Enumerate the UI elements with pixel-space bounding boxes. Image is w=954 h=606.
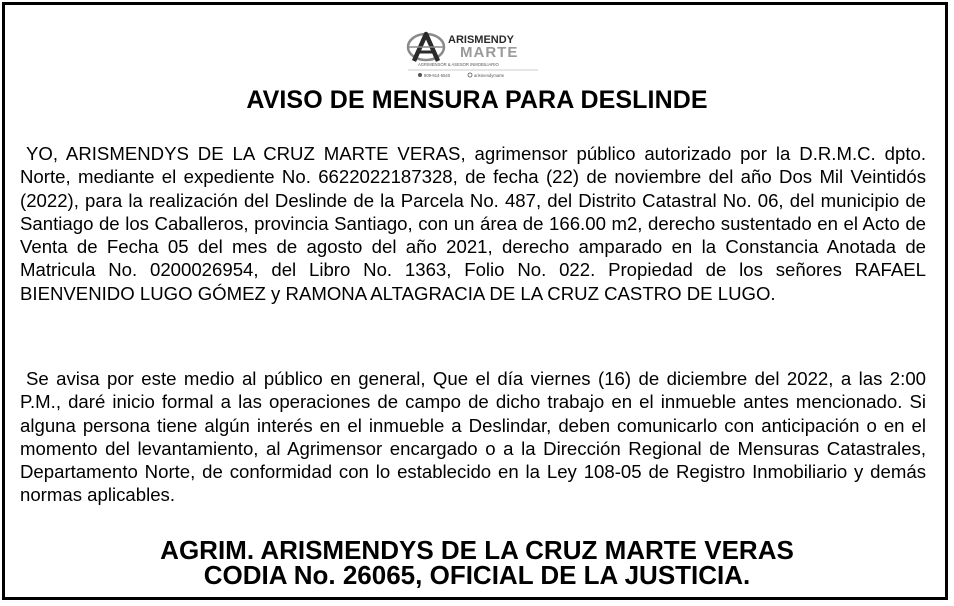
notice-paragraph-1: YO, ARISMENDYS DE LA CRUZ MARTE VERAS, agrimensor público autorizado por la D.R.M.C. dpto. Norte, mediante el expediente No. 6622022187328, de fecha (22) de noviembre del año Dos Mil Veintidós (2022), para la realización del Deslinde de la Parcela No. 487, del Distrito Catastral No. 06, del municipio de Santiago de los Caballeros, provincia Santiago, con un área de 166.00 m2, derecho sustentado en el Acto de Venta de Fecha 05 del mes de agosto del año 2021, derecho amparado en la Constancia Anotada de Matricula No. 0200026954, del Libro No. 1363, Folio No. 022. Propiedad de los señores RAFAEL BIENVENIDO LUGO GÓMEZ y RAMONA ALTAGRACIA DE LA CRUZ CASTRO DE LUGO.	[20, 143, 926, 304]
logo-name-line1: ARISMENDY	[448, 34, 515, 46]
logo-name-line2: MARTE	[460, 44, 519, 61]
logo-social: arismendymarte	[474, 73, 505, 78]
instagram-icon	[468, 73, 472, 77]
phone-icon	[418, 73, 422, 77]
logo-phone: 809-914-5540	[424, 73, 451, 78]
signature-credentials: CODIA No. 26065, OFICIAL DE LA JUSTICIA.	[203, 560, 751, 590]
notice-title: AVISO DE MENSURA PARA DESLINDE	[246, 86, 708, 114]
company-logo	[404, 28, 542, 80]
signature-name: AGRIM. ARISMENDYS DE LA CRUZ MARTE VERAS	[160, 535, 794, 565]
surveyor-a-icon	[408, 34, 444, 61]
notice-paragraph-2: Se avisa por este medio al público en general, Que el día viernes (16) de diciembre del 2022, a las 2:00 P.M., daré inicio formal a las operaciones de campo de dicho trabajo en el inmueble antes mencionado. Si alguna persona tiene algún interés en el inmueble a Deslindar, deben comunicarlo con anticipación o en el momento del levantamiento, al Agrimensor encargado o a la Dirección Regional de Mensuras Catastrales, Departamento Norte, de conformidad con lo establecido en la Ley 108-05 de Registro Inmobiliario y demás normas aplicables.	[20, 368, 926, 506]
logo-tagline: AGRIMENSOR & ASESOR INMOBILIARIO	[418, 62, 499, 67]
